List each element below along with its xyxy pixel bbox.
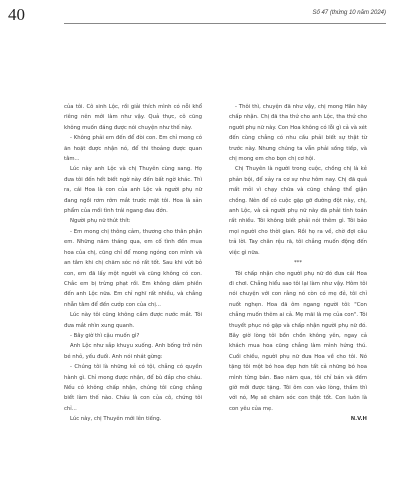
paragraph: Lúc này anh Lộc và chị Thuyên cùng sang. Họ đưa tôi đến hết biết ngờ này đến bất ngờ khác. Thì ra, cái Hoa là con của anh Lộc và người phụ nữ đang ngồi rơm rớm mắt trước mặt tôi. Hoa là sản phẩm của mối tình trái ngang đau đớn. [64, 166, 202, 215]
section-break: *** [294, 260, 302, 267]
right-column [229, 102, 367, 425]
paragraph: Tôi chấp nhận cho người phụ nữ đó đưa cái Hoa đi chơi. Chẳng hiểu sao tôi lại làm như vậy. Hôm tôi nói chuyện với con rằng nó còn có mẹ đẻ, tôi chỉ nuốt nghẹn. Hoa đã ôm ngang người tôi: "Con chẳng muốn thêm ai cả. Mẹ mãi là mẹ của con". Tôi thuyết phục nó gặp và chấp nhận người phụ nữ đó. Bây giờ lòng tôi bồn chồn không yên, ngay cả khách mua hoa cũng chẳng làm mình hứng thú. Cuối chiều, người phụ nữ đưa Hoa về cho tôi. Nó tặng tôi một bó hoa đẹp hơn tất cả những bó hoa mình từng bán. Bao năm qua, tôi chỉ bán và đếm giờ mới được tặng. Tôi ôm con vào lòng, thầm thì với nó, Mẹ sẽ chăm sóc con thật tốt. Con luôn là con yêu của mẹ. [229, 270, 367, 412]
paragraph: của tôi. Cô sinh Lộc, rồi giải thích mình có nỗi khổ riêng nên mới làm như vậy. Quả thực, cô cũng không muốn đáng được nói chuyện như thế này. [64, 104, 202, 131]
paragraph: Anh Lộc như sắp khuỵu xuống. Anh bống trở nên bé nhỏ, yếu đuối. Anh nói nhát gừng: [64, 343, 202, 360]
left-column [64, 102, 202, 425]
author-signature: N.V.H [350, 416, 367, 423]
paragraph: Lúc này, chị Thuyên mới lên tiếng. [70, 416, 162, 423]
paragraph: Chị Thuyên là người trong cuộc, chồng chị là kẻ phản bội, để xảy ra cơ sự như hôm nay. Chị đã quá mất mỏi vì chạy chữa và cũng chẳng thể giận chồng. Nên để có cuộc gặp gỡ đường đột này, chị, anh Lộc, và cả người phụ nữ này đã phải tính toán rất nhiều. Tôi không biết phải nói thêm gì. Tôi bảo mọi người cho thời gian. Rồi họ ra về, chờ đợi câu trả lời. Tay chân rệu rã, tôi chẳng muốn động đến việc gì nữa. [229, 166, 367, 256]
page-number: 40 [8, 5, 25, 24]
paragraph: - Không phải em đến để đòi con. Em chỉ mong có ăn hoặt được nhận nó, để thi thoảng được quan tâm... [64, 135, 202, 163]
paragraph: - Em mong chị thông cảm, thương cho thân phận em. Những năm tháng qua, em cố tình đến mua hoa của chị, cũng chỉ để mong ngóng con mình và an tâm khi chị chăm sóc nó rất tốt. Sau khi vứt bỏ con, em đã lấy một người và cũng không có con. Chắc em bị trừng phạt rồi. Em không dám phiền đến anh Lộc nữa. Em chỉ nghĩ rất nhiều, và chẳng nhẫn tâm để đến cướp con của chị... [64, 228, 202, 308]
paragraph: Lúc này tôi cũng không cầm được nước mắt. Tôi đưa mắt nhìn xung quanh. [64, 312, 202, 329]
paragraph: - Chúng tôi là những kẻ có tội, chẳng có quyền hành gì. Chỉ mong được nhận, để bù đắp cho cháu. Nếu có không chấp nhận, chúng tôi cũng chẳng biết làm thế nào. Cháu là con của cô, chứng tôi chỉ... [64, 364, 202, 412]
header-rule [64, 23, 386, 24]
paragraph: - Thôi thì, chuyện đã như vậy, chị mong Hân hãy chấp nhận. Chị đã tha thứ cho anh Lộc, tha thứ cho người phụ nữ này. Con Hoa không có lỗi gì cả và xét đến cùng chẳng có nhu cầu phải biết sự thật từ trước này. Nhưng chúng ta vẫn phải sống tiếp, và chị mong em cho bọn chị cơ hội. [229, 104, 367, 163]
paragraph: Người phụ nữ thút thít: [70, 218, 131, 225]
paragraph: - Bây giờ thì cậu muốn gì? [70, 332, 140, 339]
issue-line: Số 47 (thứng 10 năm 2024) [312, 10, 386, 16]
